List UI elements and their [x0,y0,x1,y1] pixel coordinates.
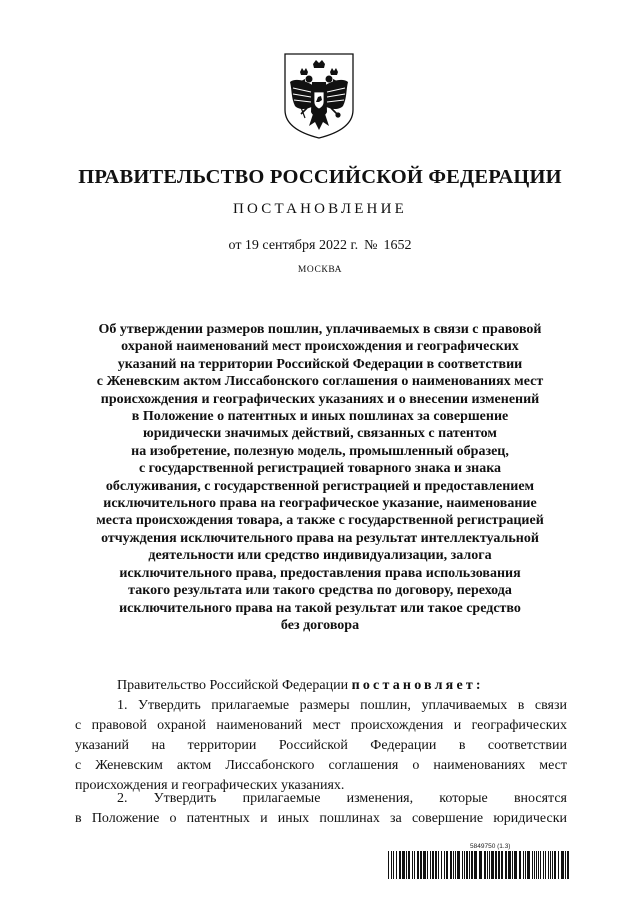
paragraph-line: 1. Утвердить прилагаемые размеры пошлин, уплачиваемых в связи [117,698,567,713]
heading-line: деятельности или средство индивидуализации, залога [148,548,492,564]
intro-verb: постановляет: [351,678,484,693]
number-sign: № [364,238,378,253]
heading-line: с государственной регистрацией товарного знака и знака [138,461,502,477]
date-number-line [0,238,640,254]
heading-line: исключительного права на географическое указание, наименование [103,496,537,512]
heading-line: исключительного права на такой результат или такое средство [119,600,521,616]
heading-line: Об утверждении размеров пошлин, уплачиваемых в связи с правовой [98,322,542,337]
russian-coat-of-arms-icon [283,52,355,140]
resolution-intro [75,676,567,696]
document-heading [60,321,580,634]
heading-line: такого результата или такого средства по договору, перехода [128,583,512,599]
item-1-paragraph [75,696,567,796]
heading-line: исключительного права, предоставления права использования [119,565,521,581]
heading-line: юридически значимых действий, связанных с патентом [143,426,497,442]
heading-line: без договора [280,617,360,633]
paragraph-line: 2. Утвердить прилагаемые изменения, которые вносятся [117,791,567,806]
barcode [388,851,569,879]
document-number: 1652 [383,238,412,253]
paragraph-line: в Положение о патентных и иных пошлинах за совершение юридически [75,811,567,826]
heading-line: отчуждения исключительного права на результат интеллектуальной [101,530,539,546]
document-date: от 19 сентября 2022 г. [228,238,359,253]
government-title: ПРАВИТЕЛЬСТВО РОССИЙСКОЙ ФЕДЕРАЦИИ [78,166,562,188]
heading-line: охраной наименований мест происхождения и географических [121,339,519,355]
heading-line: места происхождения товара, а также с государственной регистрацией [96,513,544,529]
heading-line: с Женевским актом Лиссабонского соглашения о наименованиях мест [96,374,544,390]
paragraph-line: с правовой охраной наименований мест происхождения и географических [75,718,567,733]
paragraph-line: происхождения и географических указаниях. [75,778,345,793]
paragraph-line: с Женевским актом Лиссабонского соглашения о наименованиях мест [75,758,567,773]
heading-line: на изобретение, полезную модель, промышленный образец, [131,443,509,459]
heading-line: происхождения и географических указаниях и о внесении изменений [100,391,540,407]
document-type: ПОСТАНОВЛЕНИЕ [233,201,407,217]
heading-line: обслуживания, с государственной регистрацией и предоставлением [105,478,535,494]
barcode-label: 5849750 (1.3) [470,843,511,850]
paragraph-line: указаний на территории Российской Федерации в соответствии [75,738,567,753]
intro-line [75,676,567,696]
city: МОСКВА [297,265,343,275]
item-2-paragraph [75,789,567,829]
heading-line: указаний на территории Российской Федерации в соответствии [117,356,523,372]
intro-subject: Правительство Российской Федерации [117,678,349,693]
heading-line: в Положение о патентных и иных пошлинах за совершение [131,409,509,425]
